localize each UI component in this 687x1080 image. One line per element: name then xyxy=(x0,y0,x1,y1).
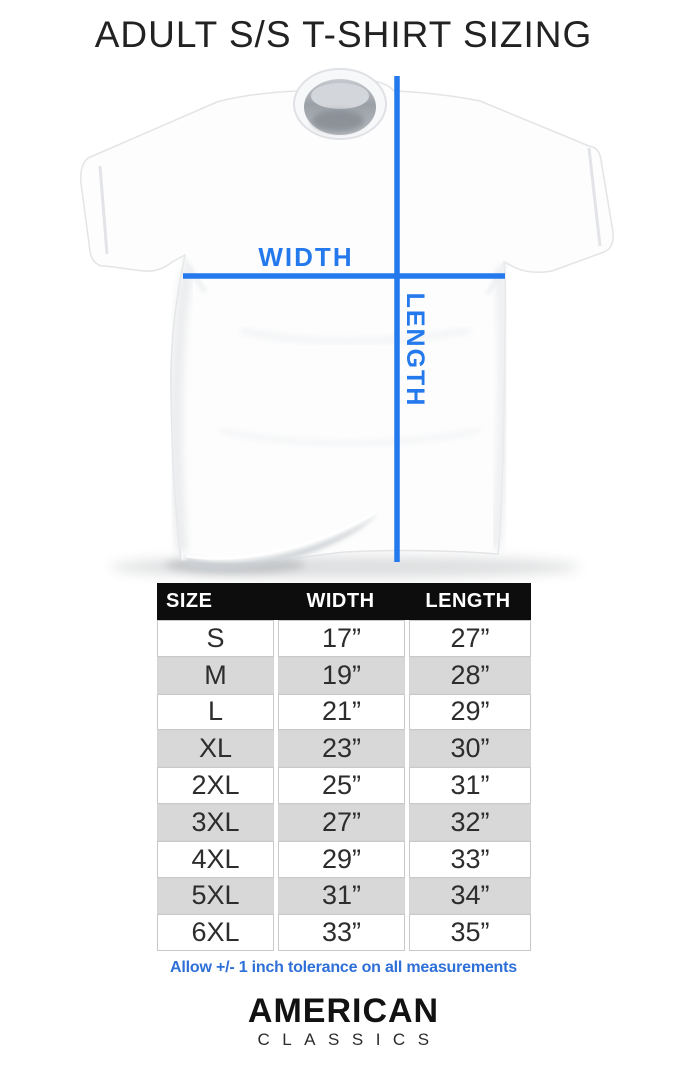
table-row xyxy=(157,804,531,841)
table-row xyxy=(157,841,531,878)
cell-size: M xyxy=(157,657,274,694)
table-row xyxy=(157,730,531,767)
collar-inner-back xyxy=(311,83,369,109)
cell-size: 3XL xyxy=(157,804,274,841)
cell-length: 29” xyxy=(409,694,531,731)
cell-size: XL xyxy=(157,730,274,767)
size-table-header xyxy=(157,583,531,620)
width-label: WIDTH xyxy=(258,242,354,272)
cell-length: 28” xyxy=(409,657,531,694)
collar-inner-shadow xyxy=(312,110,364,132)
cell-length: 31” xyxy=(409,767,531,804)
header-width: WIDTH xyxy=(306,590,375,612)
brand-name: AMERICAN xyxy=(247,992,440,1030)
cell-width: 27” xyxy=(278,804,405,841)
cell-width: 21” xyxy=(278,694,405,731)
tshirt-body xyxy=(81,78,613,564)
cell-length: 34” xyxy=(409,878,531,915)
cell-width: 33” xyxy=(278,914,405,951)
cell-length: 33” xyxy=(409,841,531,878)
cell-size: 2XL xyxy=(157,767,274,804)
cell-width: 29” xyxy=(278,841,405,878)
cell-size: 4XL xyxy=(157,841,274,878)
tolerance-note: Allow +/- 1 inch tolerance on all measurements xyxy=(170,959,517,976)
cell-size: S xyxy=(157,620,274,657)
cell-size: L xyxy=(157,694,274,731)
cell-size: 5XL xyxy=(157,878,274,915)
cell-length: 32” xyxy=(409,804,531,841)
cell-width: 19” xyxy=(278,657,405,694)
cell-size: 6XL xyxy=(157,914,274,951)
cell-length: 27” xyxy=(409,620,531,657)
cell-width: 23” xyxy=(278,730,405,767)
cell-width: 25” xyxy=(278,767,405,804)
table-row xyxy=(157,620,531,657)
header-length: LENGTH xyxy=(425,590,511,612)
table-row xyxy=(157,767,531,804)
length-label: LENGTH xyxy=(401,292,429,408)
table-row xyxy=(157,694,531,731)
cell-length: 30” xyxy=(409,730,531,767)
size-table xyxy=(157,583,531,951)
table-row xyxy=(157,878,531,915)
brand-subname: CLASSICS xyxy=(257,1030,442,1049)
table-row xyxy=(157,914,531,951)
table-row xyxy=(157,657,531,694)
brand-logo xyxy=(0,992,687,1050)
cell-length: 35” xyxy=(409,914,531,951)
cell-width: 17” xyxy=(278,620,405,657)
header-size: SIZE xyxy=(166,590,213,612)
page-title: ADULT S/S T-SHIRT SIZING xyxy=(94,14,593,55)
size-table-body xyxy=(157,620,531,951)
cell-width: 31” xyxy=(278,878,405,915)
